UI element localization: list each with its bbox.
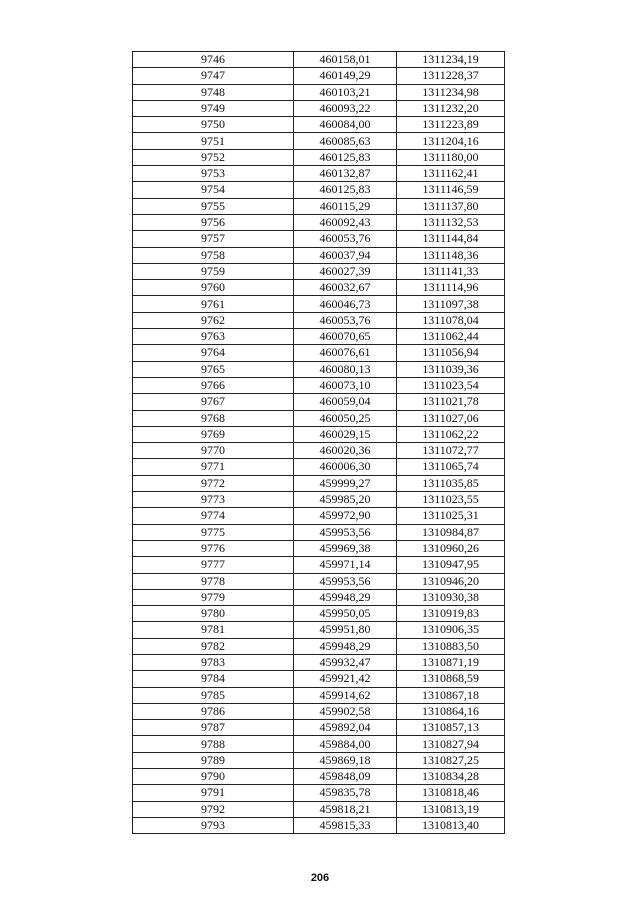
x-coordinate-cell: 460084,00 [294, 117, 397, 133]
point-number-cell: 9758 [133, 247, 294, 263]
point-number-cell: 9750 [133, 117, 294, 133]
x-coordinate-cell: 459971,14 [294, 557, 397, 573]
point-number-cell: 9792 [133, 801, 294, 817]
x-coordinate-cell: 460046,73 [294, 296, 397, 312]
point-number-cell: 9793 [133, 817, 294, 833]
x-coordinate-cell: 459999,27 [294, 475, 397, 491]
table-row [133, 133, 505, 149]
x-coordinate-cell: 460080,13 [294, 361, 397, 377]
y-coordinate-cell: 1311023,54 [397, 377, 505, 393]
table-row [133, 84, 505, 100]
point-number-cell: 9759 [133, 263, 294, 279]
y-coordinate-cell: 1311148,36 [397, 247, 505, 263]
point-number-cell: 9749 [133, 100, 294, 116]
table-row [133, 198, 505, 214]
x-coordinate-cell: 459951,80 [294, 622, 397, 638]
table-row [133, 117, 505, 133]
x-coordinate-cell: 460092,43 [294, 214, 397, 230]
x-coordinate-cell: 459950,05 [294, 606, 397, 622]
point-number-cell: 9773 [133, 492, 294, 508]
x-coordinate-cell: 460149,29 [294, 68, 397, 84]
point-number-cell: 9757 [133, 231, 294, 247]
y-coordinate-cell: 1310930,38 [397, 589, 505, 605]
y-coordinate-cell: 1311137,80 [397, 198, 505, 214]
point-number-cell: 9785 [133, 687, 294, 703]
table-row [133, 345, 505, 361]
point-number-cell: 9778 [133, 573, 294, 589]
y-coordinate-cell: 1311141,33 [397, 263, 505, 279]
x-coordinate-cell: 460006,30 [294, 459, 397, 475]
y-coordinate-cell: 1310984,87 [397, 524, 505, 540]
y-coordinate-cell: 1311114,96 [397, 280, 505, 296]
x-coordinate-cell: 459815,33 [294, 817, 397, 833]
y-coordinate-cell: 1310857,13 [397, 720, 505, 736]
point-number-cell: 9784 [133, 671, 294, 687]
point-number-cell: 9763 [133, 329, 294, 345]
table-row [133, 312, 505, 328]
point-number-cell: 9790 [133, 769, 294, 785]
y-coordinate-cell: 1311146,59 [397, 182, 505, 198]
x-coordinate-cell: 460070,65 [294, 329, 397, 345]
point-number-cell: 9754 [133, 182, 294, 198]
table-row [133, 377, 505, 393]
point-number-cell: 9769 [133, 426, 294, 442]
x-coordinate-cell: 460029,15 [294, 426, 397, 442]
x-coordinate-cell: 460125,83 [294, 182, 397, 198]
point-number-cell: 9762 [133, 312, 294, 328]
x-coordinate-cell: 460037,94 [294, 247, 397, 263]
point-number-cell: 9770 [133, 443, 294, 459]
table-row [133, 361, 505, 377]
y-coordinate-cell: 1310868,59 [397, 671, 505, 687]
point-number-cell: 9791 [133, 785, 294, 801]
y-coordinate-cell: 1311144,84 [397, 231, 505, 247]
x-coordinate-cell: 459869,18 [294, 752, 397, 768]
table-row [133, 687, 505, 703]
y-coordinate-cell: 1311223,89 [397, 117, 505, 133]
point-number-cell: 9764 [133, 345, 294, 361]
y-coordinate-cell: 1311062,44 [397, 329, 505, 345]
table-row [133, 214, 505, 230]
y-coordinate-cell: 1311025,31 [397, 508, 505, 524]
table-row [133, 475, 505, 491]
table-row [133, 638, 505, 654]
table-row [133, 720, 505, 736]
table-row [133, 263, 505, 279]
x-coordinate-cell: 459948,29 [294, 638, 397, 654]
table-row [133, 182, 505, 198]
table-row [133, 524, 505, 540]
table-row [133, 492, 505, 508]
y-coordinate-cell: 1310827,25 [397, 752, 505, 768]
point-number-cell: 9748 [133, 84, 294, 100]
point-number-cell: 9775 [133, 524, 294, 540]
coordinates-table-body [133, 52, 505, 834]
y-coordinate-cell: 1311234,98 [397, 84, 505, 100]
y-coordinate-cell: 1310946,20 [397, 573, 505, 589]
x-coordinate-cell: 459818,21 [294, 801, 397, 817]
y-coordinate-cell: 1310871,19 [397, 654, 505, 670]
x-coordinate-cell: 460085,63 [294, 133, 397, 149]
y-coordinate-cell: 1311065,74 [397, 459, 505, 475]
table-row [133, 654, 505, 670]
y-coordinate-cell: 1311132,53 [397, 214, 505, 230]
table-row [133, 166, 505, 182]
x-coordinate-cell: 460125,83 [294, 149, 397, 165]
y-coordinate-cell: 1311027,06 [397, 410, 505, 426]
y-coordinate-cell: 1311204,16 [397, 133, 505, 149]
y-coordinate-cell: 1311035,85 [397, 475, 505, 491]
x-coordinate-cell: 459921,42 [294, 671, 397, 687]
y-coordinate-cell: 1311078,04 [397, 312, 505, 328]
point-number-cell: 9767 [133, 394, 294, 410]
y-coordinate-cell: 1311021,78 [397, 394, 505, 410]
point-number-cell: 9789 [133, 752, 294, 768]
x-coordinate-cell: 459985,20 [294, 492, 397, 508]
x-coordinate-cell: 459914,62 [294, 687, 397, 703]
y-coordinate-cell: 1311039,36 [397, 361, 505, 377]
x-coordinate-cell: 460053,76 [294, 312, 397, 328]
y-coordinate-cell: 1310834,28 [397, 769, 505, 785]
x-coordinate-cell: 459892,04 [294, 720, 397, 736]
table-row [133, 247, 505, 263]
x-coordinate-cell: 460050,25 [294, 410, 397, 426]
coordinates-table [132, 51, 505, 834]
x-coordinate-cell: 460132,87 [294, 166, 397, 182]
point-number-cell: 9755 [133, 198, 294, 214]
table-row [133, 606, 505, 622]
point-number-cell: 9783 [133, 654, 294, 670]
table-row [133, 573, 505, 589]
table-row [133, 671, 505, 687]
table-row [133, 752, 505, 768]
x-coordinate-cell: 460115,29 [294, 198, 397, 214]
table-row [133, 52, 505, 68]
table-row [133, 801, 505, 817]
point-number-cell: 9752 [133, 149, 294, 165]
point-number-cell: 9774 [133, 508, 294, 524]
y-coordinate-cell: 1311056,94 [397, 345, 505, 361]
x-coordinate-cell: 459969,38 [294, 540, 397, 556]
point-number-cell: 9756 [133, 214, 294, 230]
x-coordinate-cell: 459884,00 [294, 736, 397, 752]
x-coordinate-cell: 460158,01 [294, 52, 397, 68]
x-coordinate-cell: 460027,39 [294, 263, 397, 279]
x-coordinate-cell: 460073,10 [294, 377, 397, 393]
point-number-cell: 9780 [133, 606, 294, 622]
x-coordinate-cell: 459835,78 [294, 785, 397, 801]
point-number-cell: 9781 [133, 622, 294, 638]
table-row [133, 589, 505, 605]
point-number-cell: 9765 [133, 361, 294, 377]
y-coordinate-cell: 1310827,94 [397, 736, 505, 752]
table-row [133, 100, 505, 116]
y-coordinate-cell: 1310906,35 [397, 622, 505, 638]
x-coordinate-cell: 460032,67 [294, 280, 397, 296]
point-number-cell: 9782 [133, 638, 294, 654]
y-coordinate-cell: 1311072,77 [397, 443, 505, 459]
table-row [133, 231, 505, 247]
point-number-cell: 9772 [133, 475, 294, 491]
point-number-cell: 9788 [133, 736, 294, 752]
point-number-cell: 9779 [133, 589, 294, 605]
point-number-cell: 9777 [133, 557, 294, 573]
table-row [133, 557, 505, 573]
y-coordinate-cell: 1310947,95 [397, 557, 505, 573]
y-coordinate-cell: 1310883,50 [397, 638, 505, 654]
table-row [133, 149, 505, 165]
table-row [133, 410, 505, 426]
y-coordinate-cell: 1311232,20 [397, 100, 505, 116]
y-coordinate-cell: 1311023,55 [397, 492, 505, 508]
y-coordinate-cell: 1310960,26 [397, 540, 505, 556]
x-coordinate-cell: 460059,04 [294, 394, 397, 410]
y-coordinate-cell: 1310813,40 [397, 817, 505, 833]
x-coordinate-cell: 459948,29 [294, 589, 397, 605]
y-coordinate-cell: 1311162,41 [397, 166, 505, 182]
point-number-cell: 9766 [133, 377, 294, 393]
y-coordinate-cell: 1311228,37 [397, 68, 505, 84]
table-row [133, 329, 505, 345]
point-number-cell: 9761 [133, 296, 294, 312]
point-number-cell: 9787 [133, 720, 294, 736]
table-row [133, 508, 505, 524]
y-coordinate-cell: 1311180,00 [397, 149, 505, 165]
x-coordinate-cell: 460020,36 [294, 443, 397, 459]
table-row [133, 443, 505, 459]
table-row [133, 68, 505, 84]
table-row [133, 769, 505, 785]
point-number-cell: 9776 [133, 540, 294, 556]
x-coordinate-cell: 459932,47 [294, 654, 397, 670]
point-number-cell: 9751 [133, 133, 294, 149]
table-row [133, 426, 505, 442]
y-coordinate-cell: 1311234,19 [397, 52, 505, 68]
point-number-cell: 9768 [133, 410, 294, 426]
y-coordinate-cell: 1311097,38 [397, 296, 505, 312]
x-coordinate-cell: 459953,56 [294, 524, 397, 540]
table-row [133, 280, 505, 296]
point-number-cell: 9760 [133, 280, 294, 296]
table-row [133, 459, 505, 475]
y-coordinate-cell: 1310864,16 [397, 703, 505, 719]
x-coordinate-cell: 460076,61 [294, 345, 397, 361]
point-number-cell: 9771 [133, 459, 294, 475]
x-coordinate-cell: 459848,09 [294, 769, 397, 785]
page-number: 206 [310, 872, 330, 884]
table-row [133, 703, 505, 719]
x-coordinate-cell: 460103,21 [294, 84, 397, 100]
y-coordinate-cell: 1310813,19 [397, 801, 505, 817]
table-row [133, 785, 505, 801]
x-coordinate-cell: 460093,22 [294, 100, 397, 116]
y-coordinate-cell: 1311062,22 [397, 426, 505, 442]
x-coordinate-cell: 460053,76 [294, 231, 397, 247]
y-coordinate-cell: 1310818,46 [397, 785, 505, 801]
table-row [133, 817, 505, 833]
point-number-cell: 9747 [133, 68, 294, 84]
table-row [133, 296, 505, 312]
x-coordinate-cell: 459953,56 [294, 573, 397, 589]
table-row [133, 540, 505, 556]
x-coordinate-cell: 459972,90 [294, 508, 397, 524]
y-coordinate-cell: 1310867,18 [397, 687, 505, 703]
x-coordinate-cell: 459902,58 [294, 703, 397, 719]
table-row [133, 622, 505, 638]
y-coordinate-cell: 1310919,83 [397, 606, 505, 622]
point-number-cell: 9786 [133, 703, 294, 719]
table-row [133, 736, 505, 752]
point-number-cell: 9753 [133, 166, 294, 182]
point-number-cell: 9746 [133, 52, 294, 68]
table-row [133, 394, 505, 410]
